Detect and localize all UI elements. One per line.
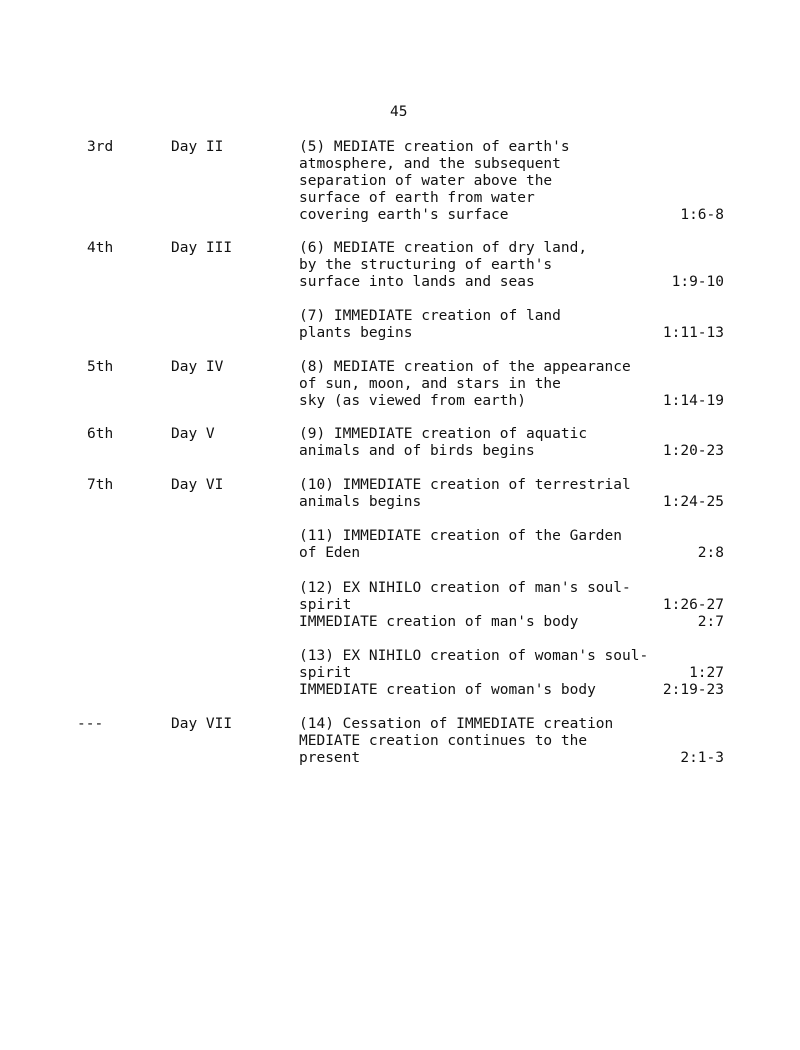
ordinal: 5th bbox=[87, 359, 114, 375]
text-line: (5) MEDIATE creation of earth's bbox=[299, 139, 570, 155]
scripture-reference bbox=[630, 648, 724, 699]
text-line: separation of water above the bbox=[299, 173, 553, 189]
day-label: Day V bbox=[171, 426, 215, 442]
event-text bbox=[299, 716, 649, 767]
text-line: surface of earth from water bbox=[299, 190, 535, 206]
ref-line bbox=[630, 156, 724, 173]
text-line: (11) IMMEDIATE creation of the Garden bbox=[299, 528, 623, 544]
ref-line: 1:24-25 bbox=[662, 494, 724, 510]
text-line: by the structuring of earth's bbox=[299, 257, 553, 273]
ordinal: 4th bbox=[87, 240, 114, 256]
scripture-reference bbox=[630, 240, 724, 291]
ref-line bbox=[630, 359, 724, 376]
ref-line bbox=[630, 139, 724, 156]
text-line: IMMEDIATE creation of man's body bbox=[299, 614, 579, 630]
scripture-reference bbox=[630, 580, 724, 631]
ref-line: 1:9-10 bbox=[671, 274, 724, 290]
page-number: 45 bbox=[390, 104, 408, 120]
text-line: of Eden bbox=[299, 545, 361, 561]
text-line: (7) IMMEDIATE creation of land bbox=[299, 308, 561, 324]
event-text bbox=[299, 240, 649, 291]
ref-line: 2:19-23 bbox=[662, 682, 724, 698]
scripture-reference bbox=[630, 477, 724, 511]
text-line: (8) MEDIATE creation of the appearance bbox=[299, 359, 631, 375]
text-line: atmosphere, and the subsequent bbox=[299, 156, 561, 172]
day-label: Day VI bbox=[171, 477, 224, 493]
text-line: sky (as viewed from earth) bbox=[299, 393, 526, 409]
text-line: MEDIATE creation continues to the bbox=[299, 733, 588, 749]
ref-line: 2:1-3 bbox=[680, 750, 724, 766]
ordinal: 6th bbox=[87, 426, 114, 442]
event-text bbox=[299, 139, 649, 224]
text-line: animals begins bbox=[299, 494, 422, 510]
event-text bbox=[299, 528, 649, 562]
text-line: (10) IMMEDIATE creation of terrestrial bbox=[299, 477, 631, 493]
ref-line: 1:20-23 bbox=[662, 443, 724, 459]
ref-line: 1:11-13 bbox=[662, 325, 724, 341]
text-line: animals and of birds begins bbox=[299, 443, 535, 459]
ref-line: 1:6-8 bbox=[680, 207, 724, 223]
ref-line bbox=[630, 173, 724, 190]
event-text bbox=[299, 359, 649, 410]
scripture-reference bbox=[630, 426, 724, 460]
text-line: (12) EX NIHILO creation of man's soul- bbox=[299, 580, 631, 596]
ref-line bbox=[630, 308, 724, 325]
text-line: spirit bbox=[299, 597, 352, 613]
text-line: (13) EX NIHILO creation of woman's soul- bbox=[299, 648, 649, 664]
ref-line bbox=[630, 716, 724, 733]
ref-line bbox=[630, 376, 724, 393]
ref-line: 2:7 bbox=[697, 614, 724, 630]
ref-line: 1:26-27 bbox=[662, 597, 724, 613]
scripture-reference bbox=[630, 528, 724, 562]
ref-line: 2:8 bbox=[697, 545, 724, 561]
ref-line bbox=[630, 240, 724, 257]
text-line: covering earth's surface bbox=[299, 207, 509, 223]
event-text bbox=[299, 426, 649, 460]
day-label: Day IV bbox=[171, 359, 224, 375]
scripture-reference bbox=[630, 139, 724, 224]
ref-line: 1:27 bbox=[689, 665, 724, 681]
ref-line bbox=[630, 528, 724, 545]
text-line: (14) Cessation of IMMEDIATE creation bbox=[299, 716, 614, 732]
text-line: (9) IMMEDIATE creation of aquatic bbox=[299, 426, 588, 442]
scripture-reference bbox=[630, 716, 724, 767]
ref-line bbox=[630, 733, 724, 750]
scripture-reference bbox=[630, 359, 724, 410]
text-line: present bbox=[299, 750, 361, 766]
event-text bbox=[299, 648, 649, 699]
ref-line bbox=[630, 190, 724, 207]
scripture-reference bbox=[630, 308, 724, 342]
text-line: surface into lands and seas bbox=[299, 274, 535, 290]
ref-line bbox=[630, 426, 724, 443]
text-line: spirit bbox=[299, 665, 352, 681]
event-text bbox=[299, 308, 649, 342]
text-line: plants begins bbox=[299, 325, 413, 341]
event-text bbox=[299, 580, 649, 631]
ordinal: 7th bbox=[87, 477, 114, 493]
ref-line bbox=[630, 580, 724, 597]
day-label: Day III bbox=[171, 240, 233, 256]
text-line: (6) MEDIATE creation of dry land, bbox=[299, 240, 588, 256]
event-text bbox=[299, 477, 649, 511]
ordinal: --- bbox=[77, 716, 104, 732]
day-label: Day VII bbox=[171, 716, 233, 732]
text-line: IMMEDIATE creation of woman's body bbox=[299, 682, 596, 698]
ref-line bbox=[630, 648, 724, 665]
day-label: Day II bbox=[171, 139, 224, 155]
ref-line: 1:14-19 bbox=[662, 393, 724, 409]
ordinal: 3rd bbox=[87, 139, 114, 155]
text-line: of sun, moon, and stars in the bbox=[299, 376, 561, 392]
ref-line bbox=[630, 257, 724, 274]
ref-line bbox=[630, 477, 724, 494]
